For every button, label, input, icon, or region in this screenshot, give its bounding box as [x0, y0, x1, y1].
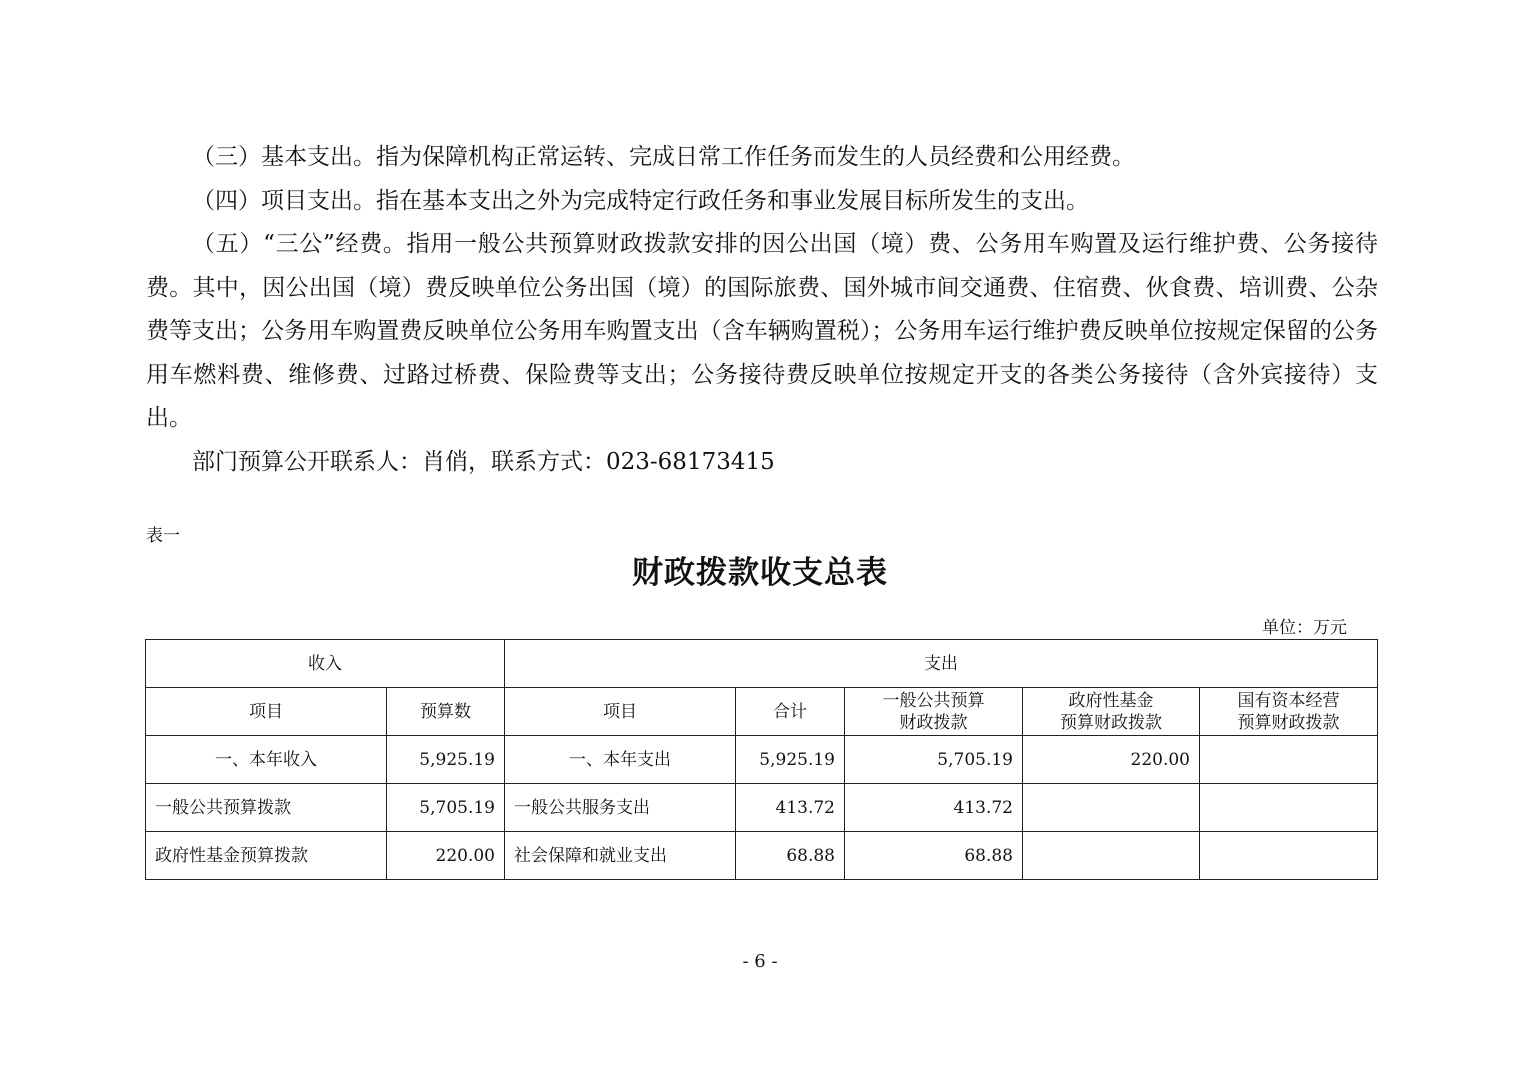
general-budget-header-line1: 一般公共预算 — [882, 690, 985, 711]
state-capital-cell — [1200, 736, 1378, 784]
government-fund-header — [1023, 688, 1200, 736]
paragraph-contact: 部门预算公开联系人：肖俏，联系方式：023-68173415 — [192, 448, 775, 475]
state-capital-header-line1: 国有资本经营 — [1237, 690, 1340, 711]
column-header-row — [146, 688, 1378, 736]
unit-label: 单位：万元 — [1262, 618, 1347, 638]
income-budget-header: 预算数 — [387, 688, 505, 736]
expenditure-total-cell: 68.88 — [736, 832, 845, 880]
income-group-header: 收入 — [146, 640, 505, 688]
general-budget-cell: 5,705.19 — [845, 736, 1023, 784]
government-fund-cell — [1023, 832, 1200, 880]
income-budget-cell: 5,705.19 — [387, 784, 505, 832]
income-item-cell: 政府性基金预算拨款 — [146, 832, 387, 880]
general-budget-header-line2: 财政拨款 — [899, 712, 968, 733]
state-capital-cell — [1200, 832, 1378, 880]
income-item-cell: 一般公共预算拨款 — [146, 784, 387, 832]
expenditure-total-cell: 413.72 — [736, 784, 845, 832]
expenditure-total-header: 合计 — [736, 688, 845, 736]
state-capital-cell — [1200, 784, 1378, 832]
government-fund-header-line1: 政府性基金 — [1068, 690, 1154, 711]
paragraph-project-expenditure: （四）项目支出。指在基本支出之外为完成特定行政任务和事业发展目标所发生的支出。 — [192, 187, 1089, 214]
expenditure-total-cell: 5,925.19 — [736, 736, 845, 784]
finance-summary-table — [145, 639, 1378, 880]
group-header-row — [146, 640, 1378, 688]
paragraph-three-public-expenses: （五）“三公”经费。指用一般公共预算财政拨款安排的因公出国（境）费、公务用车购置及运行维护费、公务接待费。其中，因公出国（境）费反映单位公务出国（境）的国际旅费、国外城市间交通费、住宿费、伙食费、培训费、公杂费等支出；公务用车购置费反映单位公务用车购置支出（含车辆购置税）；公务用车运行维护费反映单位按规定保留的公务用车燃料费、维修费、过路过桥费、保险费等支出；公务接待费反映单位按规定开支的各类公务接待（含外宾接待）支出。 — [146, 231, 1378, 431]
expenditure-group-header: 支出 — [505, 640, 1378, 688]
income-item-cell: 一、本年收入 — [146, 736, 387, 784]
paragraph-basic-expenditure: （三）基本支出。指为保障机构正常运转、完成日常工作任务而发生的人员经费和公用经费。 — [192, 144, 1135, 170]
table-row — [146, 736, 1378, 784]
government-fund-cell — [1023, 784, 1200, 832]
body-text — [146, 136, 1378, 484]
table-title: 财政拨款收支总表 — [632, 555, 888, 591]
expenditure-item-cell: 一、本年支出 — [505, 736, 736, 784]
table-row — [146, 784, 1378, 832]
state-capital-header-line2: 预算财政拨款 — [1237, 712, 1340, 733]
expenditure-item-cell: 社会保障和就业支出 — [505, 832, 736, 880]
table-row — [146, 832, 1378, 880]
expenditure-item-header: 项目 — [505, 688, 736, 736]
income-item-header: 项目 — [146, 688, 387, 736]
income-budget-cell: 220.00 — [387, 832, 505, 880]
table-label: 表一 — [146, 526, 180, 546]
government-fund-cell: 220.00 — [1023, 736, 1200, 784]
general-budget-cell: 68.88 — [845, 832, 1023, 880]
general-budget-cell: 413.72 — [845, 784, 1023, 832]
expenditure-item-cell: 一般公共服务支出 — [505, 784, 736, 832]
government-fund-header-line2: 预算财政拨款 — [1060, 712, 1162, 733]
income-budget-cell: 5,925.19 — [387, 736, 505, 784]
general-budget-header — [845, 688, 1023, 736]
state-capital-header — [1200, 688, 1378, 736]
page-number: - 6 - — [742, 951, 778, 972]
